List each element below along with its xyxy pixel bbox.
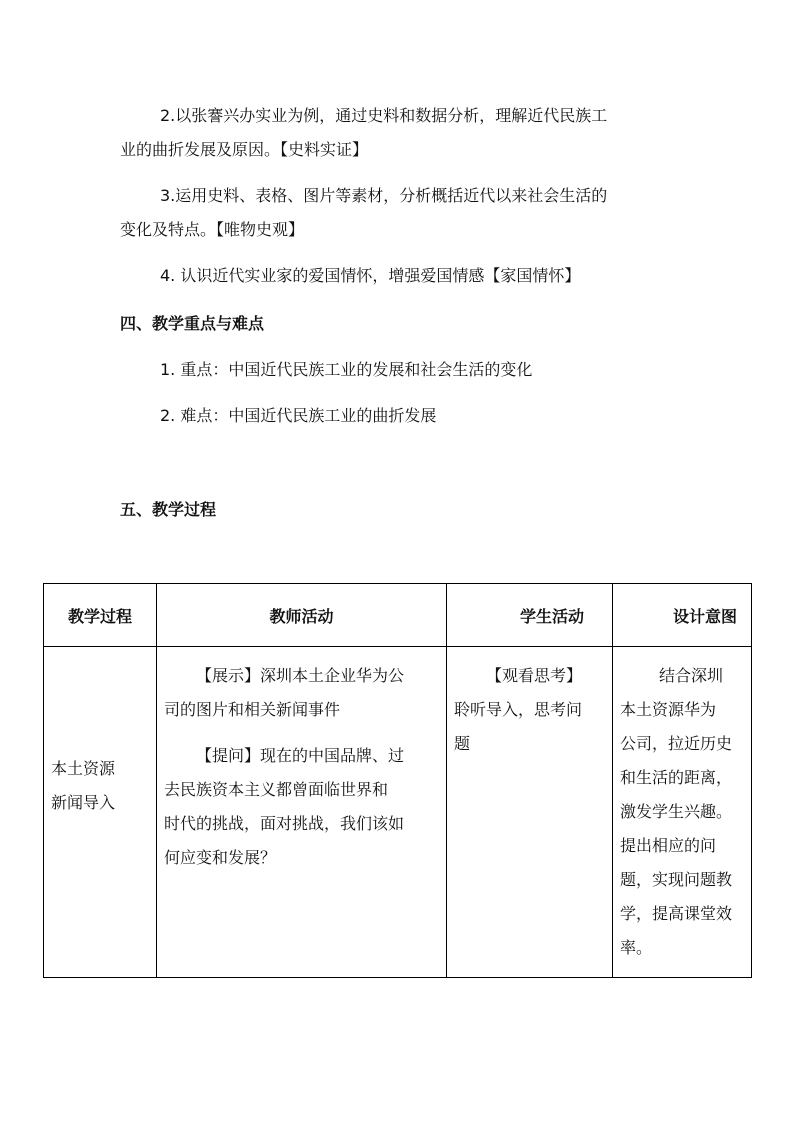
intent-line: 提出相应的问 — [620, 836, 717, 855]
intent-line: 本土资源华为 — [620, 700, 717, 719]
header-student-activity: 学生活动 — [447, 584, 613, 647]
intent-line: 公司，拉近历史 — [620, 734, 733, 753]
cell-student-activity — [447, 647, 613, 978]
student-line: 题 — [454, 734, 471, 753]
teacher-line: 【提问】现在的中国品牌、过 — [196, 746, 405, 765]
intent-line: 率。 — [620, 938, 653, 957]
key-point-item: 1. 重点：中国近代民族工业的发展和社会生活的变化 — [160, 360, 533, 379]
section-5-title: 五、教学过程 — [120, 500, 217, 519]
teacher-line: 何应变和发展？ — [164, 848, 277, 867]
header-design-intent: 设计意图 — [613, 584, 752, 647]
student-line: 【观看思考】 — [486, 666, 583, 685]
intent-line: 学，提高课堂效 — [620, 904, 733, 923]
header-teacher-activity: 教师活动 — [157, 584, 447, 647]
difficult-point-item: 2. 难点：中国近代民族工业的曲折发展 — [160, 406, 437, 425]
teacher-line: 【展示】深圳本土企业华为公 — [196, 666, 405, 685]
teaching-process-table — [43, 583, 752, 978]
table-row — [44, 647, 752, 978]
objective-4-line-1: 4. 认识近代实业家的爱国情怀，增强爱国情感【家国情怀】 — [160, 266, 581, 285]
objective-2-line-2: 业的曲折发展及原因。【史料实证】 — [120, 140, 369, 159]
teacher-line: 司的图片和相关新闻事件 — [164, 700, 341, 719]
intent-line: 和生活的距离， — [620, 768, 733, 787]
cell-design-intent — [613, 647, 752, 978]
section-4-title: 四、教学重点与难点 — [120, 314, 265, 333]
intent-line: 结合深圳 — [659, 666, 724, 685]
table-header-row — [44, 584, 752, 647]
intent-line: 激发学生兴趣。 — [620, 802, 733, 821]
header-process: 教学过程 — [44, 584, 157, 647]
intent-line: 题，实现问题教 — [620, 870, 733, 889]
objective-3-line-1: 3.运用史料、表格、图片等素材，分析概括近代以来社会生活的 — [160, 186, 608, 205]
teacher-line: 时代的挑战，面对挑战，我们该如 — [164, 814, 405, 833]
student-line: 聆听导入，思考问 — [454, 700, 583, 719]
objective-2-line-1: 2.以张謇兴办实业为例，通过史料和数据分析，理解近代民族工 — [160, 106, 608, 125]
process-line: 新闻导入 — [51, 793, 116, 812]
objective-3-line-2: 变化及特点。【唯物史观】 — [120, 220, 305, 239]
teacher-line: 去民族资本主义都曾面临世界和 — [164, 780, 389, 799]
cell-process — [44, 647, 157, 978]
cell-teacher-activity — [157, 647, 447, 978]
process-line: 本土资源 — [51, 759, 116, 778]
